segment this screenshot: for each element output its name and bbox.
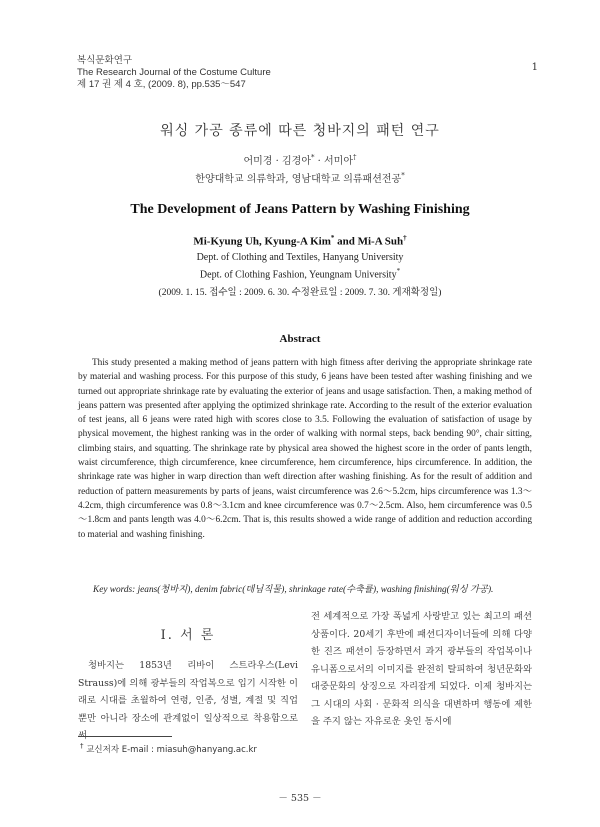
author-mark-1: *: [310, 153, 315, 162]
author-names-kr-2: · 서미아: [314, 156, 354, 167]
journal-name-en: The Research Journal of the Costume Culture: [77, 67, 271, 78]
author-mark-2: †: [353, 153, 357, 162]
journal-volume: 제 17 권 제 4 호, (2009. 8), pp.535～547: [77, 79, 246, 90]
page-number: － 535 －: [278, 793, 322, 804]
intro-right-column: 전 세계적으로 가장 폭넓게 사랑받고 있는 최고의 패션 상품이다. 20세기 후반에 패션디자이너들에 의해 다양한 진즈 패션이 등장하면서 과거 광부들의 작업복이나 유니폼으로서의 이미지를 완전히 탈피하여 청년문화와 대중문화의 상징으로 자리잡게 되었다. 이제 청바지는 그 시대의 사회 · 문화적 의식을 대변하며 행동에 제한을 주지 않는 자유로운 옷인 동시에: [311, 611, 532, 727]
title-english: The Development of Jeans Pattern by Washing Finishing: [130, 202, 470, 217]
footnote-mark: †: [80, 742, 84, 750]
author-en-mark-2: †: [403, 234, 407, 242]
author-names-kr-1: 어미경 · 김경아: [243, 156, 311, 167]
title-korean: 워싱 가공 종류에 따른 청바지의 패턴 연구: [160, 123, 440, 139]
authors-korean: [0, 152, 600, 167]
footnote-text: 교신저자 E-mail : miasuh@hanyang.ac.kr: [86, 744, 257, 755]
page-corner-number: 1: [531, 62, 538, 73]
abstract-body: This study presented a making method of jeans pattern with high fitness after deriving the appropriate shrinkage rate by material and washing process. For this purpose of this study, 6 jeans have been tested after washing finishing and we turned out appropriate shrinkage rate by evaluating the exterior of jeans and usage satisfaction. Then, a making method of jeans pattern was presented after applying the optimized shrinkage rate. According to the result of the exterior evaluation of test jeans, all 6 jeans were rated high with scores close to 3.5. Following the evaluation of satisfaction of usage by physical movement, the highest ranking was in the order of walking with normal steps, back bending 90°, chair sitting, climbing stairs, and squatting. The shrinkage rate by physical area showed the highest score in the order of pants length, waist circumference, thigh circumference, knee circumference, hem circumference, hips circumference. In addition, the shrinkage rate was higher in warp direction than weft direction after washing finishing. As for the result of addition and reduction of pattern measurements by parts of jeans, waist circumference was 2.6～5.2cm, hips circumference was 1.3～4.2cm, thigh circumference was 0.8～3.1cm and knee circumference was 0.7～2.5cm. Also, hem circumference was 0.5～1.8cm and pants length was 4.0～6.2cm. That is, this results showed a wide range of addition and reduction according to material and washing finishing.: [78, 358, 532, 540]
affiliation-en-1: Dept. of Clothing and Textiles, Hanyang University: [196, 252, 404, 263]
affiliation-korean: [0, 170, 600, 185]
abstract-heading: Abstract: [279, 333, 321, 345]
author-names-en-1: Mi-Kyung Uh, Kyung-A Kim: [193, 235, 331, 248]
submission-dates: (2009. 1. 15. 접수일 : 2009. 6. 30. 수정완료일 : 2009. 7. 30. 게재확정일): [158, 288, 442, 298]
authors-english: [0, 234, 600, 248]
affiliation-en-2-mark: *: [396, 267, 401, 275]
affiliation-en-2-text: Dept. of Clothing Fashion, Yeungnam University: [199, 269, 397, 281]
author-en-mark-1: *: [330, 234, 335, 242]
affiliation-kr-text: 한양대학교 의류학과, 영남대학교 의류패션전공: [195, 174, 402, 185]
keywords: Key words: jeans(청바지), denim fabric(데님직물), shrinkage rate(수축률), washing finishing(워싱 가공).: [93, 585, 494, 595]
journal-name-kr: 복식문화연구: [77, 55, 133, 66]
section-heading-introduction: Ⅰ. 서 론: [160, 628, 216, 643]
intro-left-column: 청바지는 1853년 리바이 스트라우스(Levi Strauss)에 의해 광부들의 작업복으로 입기 시작한 이래로 시대를 초월하여 연령, 인종, 성별, 계절 및 직업뿐만 아니라 장소에 관계없이 일상적으로 착용함으로써: [78, 660, 298, 741]
footnote: [80, 742, 257, 755]
affiliation-en-2: [0, 267, 600, 280]
author-names-en-2: and Mi-A Suh: [334, 235, 404, 248]
affiliation-kr-mark: *: [401, 171, 405, 180]
footnote-divider: [78, 736, 172, 737]
